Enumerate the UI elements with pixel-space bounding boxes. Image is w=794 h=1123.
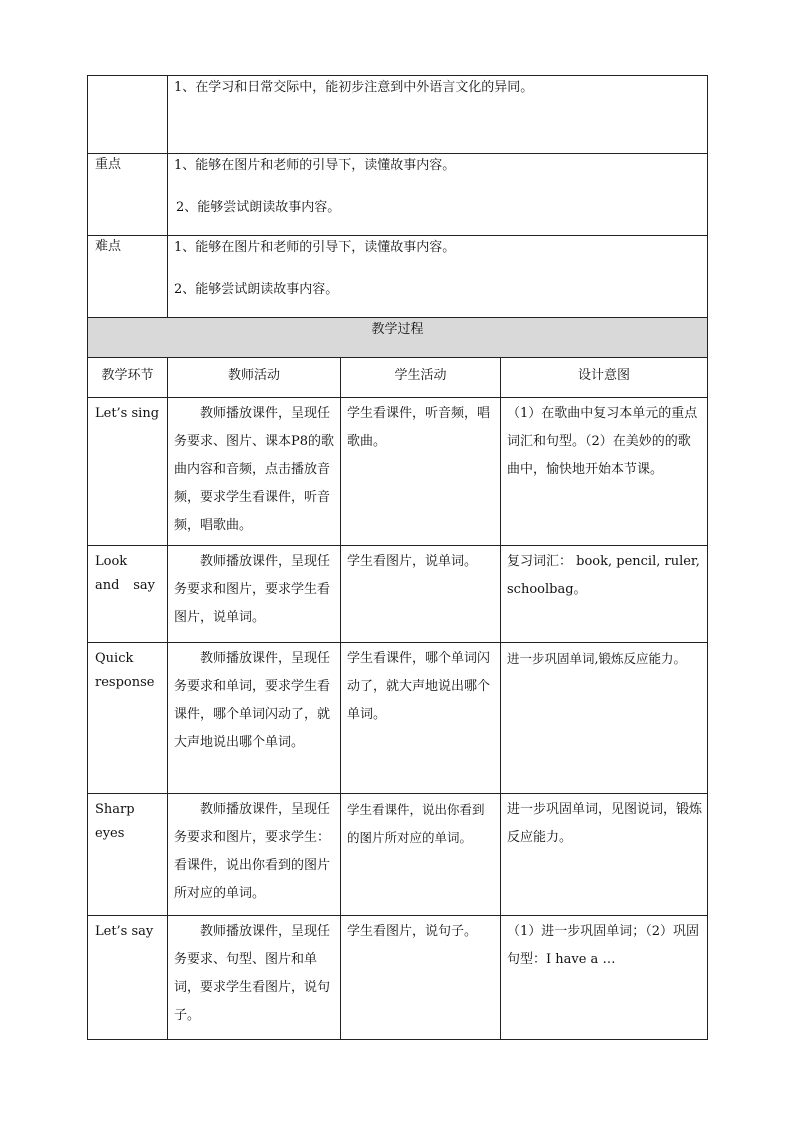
teacher-activity: 教师播放课件，呈现任务要求和单词，要求学生看课件，哪个单词闪动了，就大声地说出哪个单词。 (168, 643, 341, 794)
objectives-line-1: 1、在学习和日常交际中，能初步注意到中外语言文化的异同。 (174, 80, 534, 95)
difficulty-2: 2、能够尝试朗读故事内容。 (174, 282, 339, 297)
key-points-label: 重点 (88, 154, 168, 236)
design-intent: 复习词汇： book, pencil, ruler, schoolbag。 (501, 546, 708, 643)
design-intent: 进一步巩固单词,锻炼反应能力。 (501, 643, 708, 794)
difficulties-label: 难点 (88, 236, 168, 318)
student-activity: 学生看图片，说单词。 (341, 546, 501, 643)
design-intent: （1）进一步巩固单词；（2）巩固句型：I have a … (501, 916, 708, 1040)
objectives-label-cell (88, 76, 168, 154)
key-point-2: 2、能够尝试朗读故事内容。 (176, 200, 341, 215)
header-intent: 设计意图 (501, 358, 708, 398)
stage-cell: Let’s say (88, 916, 168, 1040)
table-row (88, 398, 708, 546)
teacher-activity: 教师播放课件，呈现任务要求和图片，要求学生看图片，说单词。 (168, 546, 341, 643)
difficulty-1: 1、能够在图片和老师的引导下，读懂故事内容。 (174, 240, 456, 255)
teacher-activity: 教师播放课件，呈现任务要求、图片、课本P8的歌曲内容和音频，点击播放音频，要求学生看课件，听音频，唱歌曲。 (168, 398, 341, 546)
process-title-row (88, 318, 708, 358)
header-teacher: 教师活动 (168, 358, 341, 398)
table-row (88, 916, 708, 1040)
stage-cell: Look and say (88, 546, 168, 643)
design-intent: 进一步巩固单词，见图说词，锻炼反应能力。 (501, 794, 708, 916)
header-student: 学生活动 (341, 358, 501, 398)
table-row (88, 643, 708, 794)
student-activity: 学生看课件，哪个单词闪动了，就大声地说出哪个单词。 (341, 643, 501, 794)
difficulties-row (88, 236, 708, 318)
objectives-row (88, 76, 708, 154)
stage-cell: Sharp eyes (88, 794, 168, 916)
lesson-plan-table (87, 75, 708, 1040)
header-stage: 教学环节 (88, 358, 168, 398)
stage-cell: Let’s sing (88, 398, 168, 546)
process-title: 教学过程 (88, 318, 708, 358)
student-activity: 学生看课件，说出你看到的图片所对应的单词。 (341, 794, 501, 916)
table-row (88, 546, 708, 643)
design-intent: （1）在歌曲中复习本单元的重点词汇和句型。（2）在美妙的的歌曲中，愉快地开始本节课。 (501, 398, 708, 546)
key-point-1: 1、能够在图片和老师的引导下，读懂故事内容。 (174, 158, 456, 173)
student-activity: 学生看课件，听音频，唱歌曲。 (341, 398, 501, 546)
student-activity: 学生看图片，说句子。 (341, 916, 501, 1040)
teacher-activity: 教师播放课件，呈现任务要求和图片，要求学生：看课件，说出你看到的图片所对应的单词。 (168, 794, 341, 916)
header-row (88, 358, 708, 398)
teacher-activity: 教师播放课件，呈现任务要求、句型、图片和单词，要求学生看图片，说句子。 (168, 916, 341, 1040)
key-points-row (88, 154, 708, 236)
stage-cell: Quick response (88, 643, 168, 794)
table-row (88, 794, 708, 916)
